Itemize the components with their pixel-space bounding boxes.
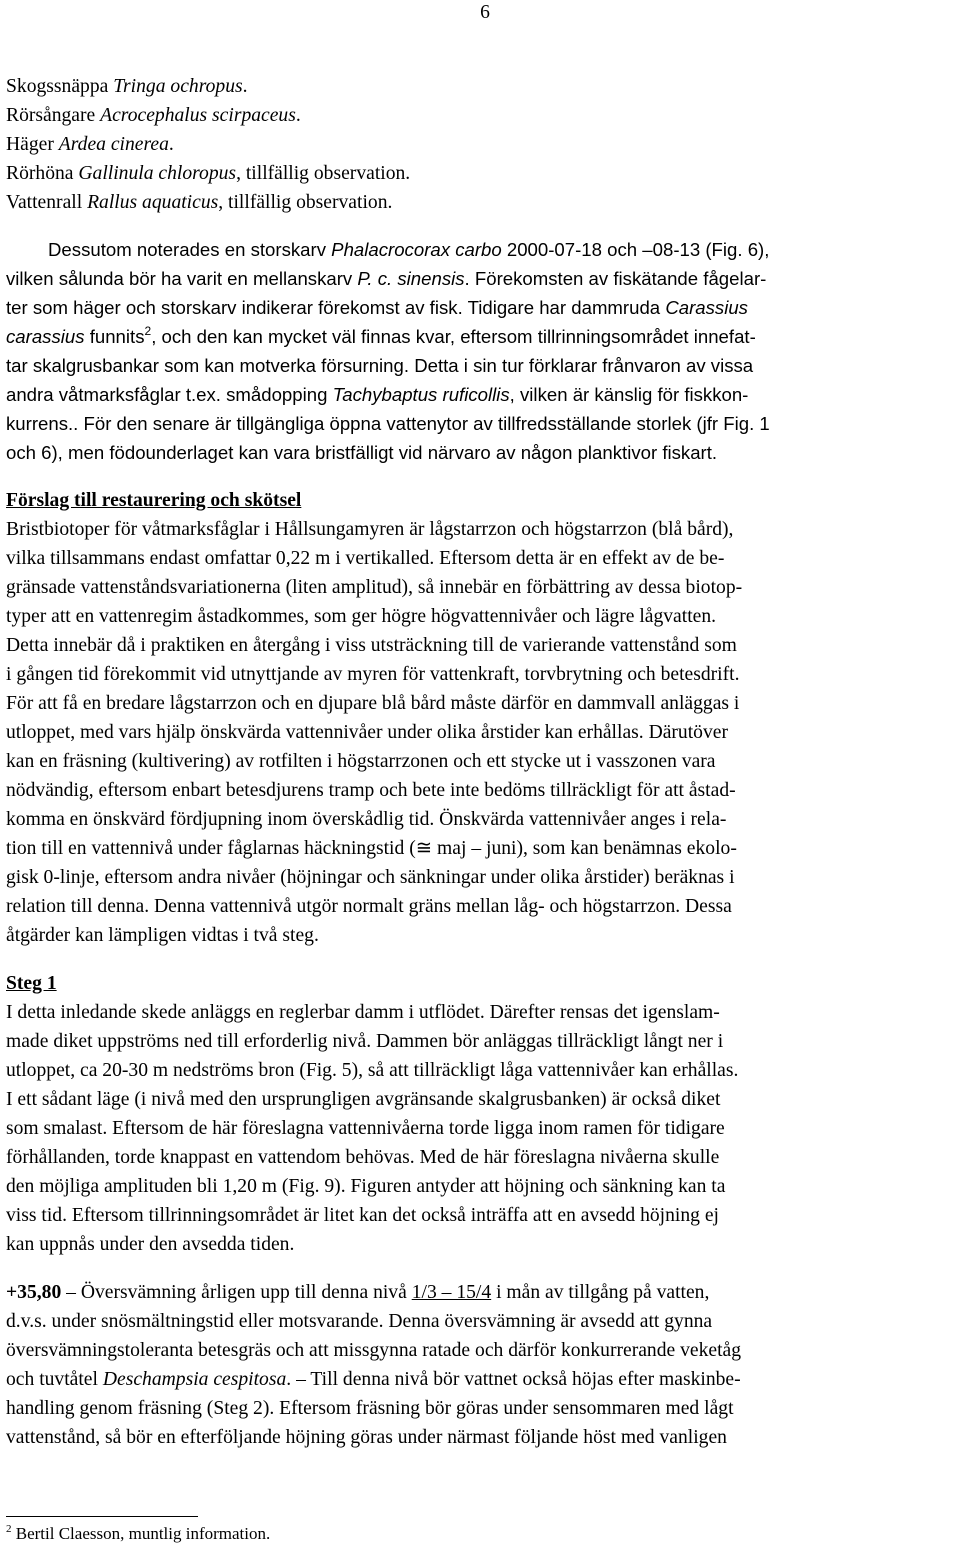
footnote-ref: 2 <box>144 324 152 338</box>
species-item: Rörhöna Gallinula chloropus, tillfällig observation. <box>6 163 411 184</box>
water-level-value: +35,80 <box>6 1282 62 1303</box>
section-heading: Förslag till restaurering och skötsel <box>6 490 302 511</box>
section-heading: Steg 1 <box>6 973 57 994</box>
footnote-mark: 2 <box>6 1523 12 1535</box>
page-content <box>6 72 954 1452</box>
page-number: 6 <box>480 2 490 23</box>
date-range: 1/3 – 15/4 <box>411 1282 492 1303</box>
species-item: Häger Ardea cinerea. <box>6 134 174 155</box>
species-item: Skogssnäppa Tringa ochropus. <box>6 76 248 97</box>
species-item: Rörsångare Acrocephalus scirpaceus. <box>6 105 301 126</box>
footnote: $^2$ Bertil Claesson, muntlig information. <box>6 1523 271 1543</box>
step1-section: Steg 1 I detta inledande skede anläggs en reglerbar damm i utflödet. Därefter rensas det igenslam- made diket uppströms ned till erforderlig nivå. Dammen bör anläggas tillräckligt långt ner i utloppet, ca 20-30 m nedströms bron (Fig. 5), så att tillräckligt låga vattennivåer kan erhållas. I ett sådant läge (i nivå med den ursprungligen avgränsande skalgrusbanken) är också diket som smalast. Eftersom de här föreslagna vattennivåerna torde ligga inom ramen för tidigare förhållanden, torde knappast en vattendom behövas. Med de här föreslagna nivåerna skulle den möjliga amplituden bli 1,20 m (Fig. 9). Figuren antyder att höjning och sänkning kan ta viss tid. Eftersom tillrinningsområdet är litet kan det också inträffa att en avsedd höjning ej kan uppnås under den avsedda tiden. <box>6 969 954 1259</box>
water-level-paragraph: +35,80 – Översvämning årligen upp till denna nivå 1/3 – 15/4 i mån av tillgång på vatten, d.v.s. under snösmältningstid eller motsvarande. Denna översvämning är avsedd att gynna översvämningstoleranta betesgräs och att missgynna ratade och därför konkurrerande veketåg och tuvtåtel Deschampsia cespitosa. – Till denna nivå bör vattnet också höjas efter maskinbe- handling genom fräsning (Steg 2). Eftersom fräsning bör göras under sensommaren med lågt vattenstånd, så bör en efterföljande höjning göras under närmast följande höst med vanligen <box>6 1282 742 1448</box>
restoration-section: Förslag till restaurering och skötsel Bristbiotoper för våtmarksfåglar i Hållsungamyren är lågstarrzon och högstarrzon (blå bård), vilka tillsammans endast omfattar 0,22 m i vertikalled. Eftersom detta är en effekt av de be- gränsade vattenståndsvariationerna (liten amplitud), så innebär en förbättring av dessa biotop- typer att en vattenregim åstadkommes, som ger högre högvattennivåer och lägre lågvatten. Detta innebär då i praktiken en återgång i viss utsträckning till de varierande vattenstånd som i gången tid förekommit vid utnyttjande av myren för vattenkraft, torvbrytning och betesdrift. För att få en bredare lågstarrzon och en djupare blå bård måste därför en dammvall anläggas i utloppet, med vars hjälp önskvärda vattennivåer under olika årstider kan erhållas. Därutöver kan en fräsning (kultivering) av rotfilten i högstarrzonen och ett stycke ut i vasszonen vara nödvändig, eftersom enbart betesdjurens tramp och bete inte bedöms tillräckligt för att åstad- komma en önskvärd fördjupning inom överskådlig tid. Önskvärda vattennivåer anges i rela- tion till en vattennivå under fåglarnas häckningstid (≅ maj – juni), som kan benämnas ekolo- gisk 0-linje, eftersom andra nivåer (höjningar och sänkningar under olika årstider) beräknas i relation till denna. Denna vattennivå utgör normalt gräns mellan låg- och högstarrzon. Dessa åtgärder kan lämpligen vidtas i två steg. <box>6 486 954 950</box>
species-item: Vattenrall Rallus aquaticus, tillfällig observation. <box>6 192 393 213</box>
fish-paragraph: Dessutom noterades en storskarv Phalacrocorax carbo 2000-07-18 och –08-13 (Fig. 6), vilken sålunda bör ha varit en mellanskarv P. c. sinensis. Förekomsten av fiskätande fågelar- ter som häger och storskarv indikerar förekomst av fisk. Tidigare har dammruda Carassius carassius funnits$^2$, och den kan mycket väl finnas kvar, eftersom tillrinningsområdet innefat- tar skalgrusbankar som kan motverka försurning. Detta i sin tur förklarar frånvaron av vissa andra våtmarksfåglar t.ex. smådopping Tachybaptus ruficollis, vilken är känslig för fiskkon- kurrens.. För den senare är tillgängliga öppna vattenytor av tillfredsställande storlek (jfr Fig. 1 och 6), men födounderlaget kan vara bristfälligt vid närvaro av någon planktivor fiskart. <box>6 239 770 463</box>
footnote-divider <box>6 1516 198 1517</box>
species-list <box>6 72 954 217</box>
